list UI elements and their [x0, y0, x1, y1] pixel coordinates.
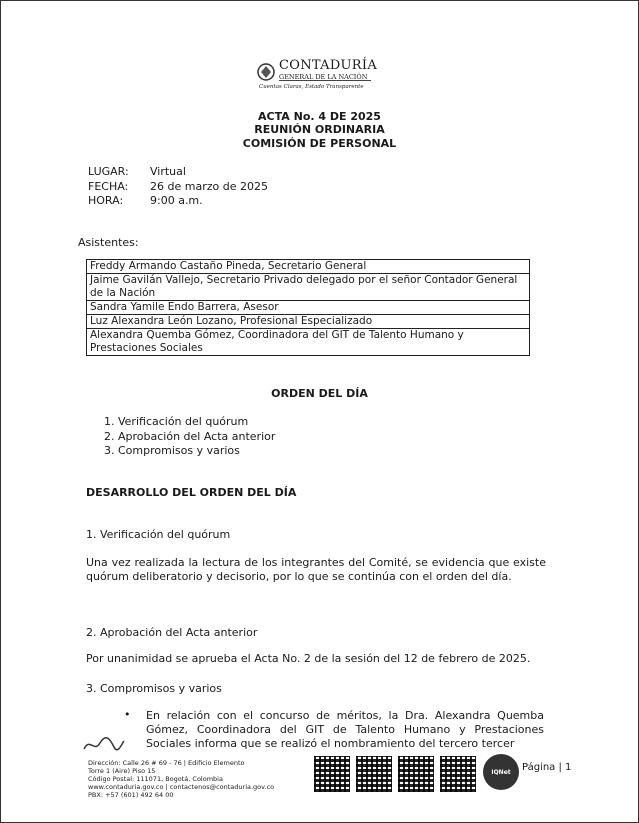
- meta-place-value: Virtual: [150, 165, 186, 178]
- table-row: [87, 315, 530, 329]
- attendee-cell: Alexandra Quemba Gómez, Coordinadora del GIT de Talento Humano y Prestaciones Sociales: [87, 329, 530, 356]
- table-row: [87, 260, 530, 274]
- meta-date-label: FECHA:: [88, 180, 129, 193]
- footer-address: [88, 759, 274, 799]
- logo-divider: [279, 80, 371, 81]
- agenda-heading: ORDEN DEL DÍA: [271, 387, 368, 400]
- certification-qr-icon: [440, 756, 476, 792]
- section-1-title: 1. Verificación del quórum: [86, 528, 231, 541]
- table-row: [87, 274, 530, 301]
- section-1-text: Una vez realizada la lectura de los integrantes del Comité, se evidencia que existe quórum deliberatorio y decisorio, por lo que se continúa con el orden del día.: [86, 556, 546, 583]
- certification-qr-icon: [356, 756, 392, 792]
- section-2-text: Por unanimidad se aprueba el Acta No. 2 de la sesión del 12 de febrero de 2025.: [86, 652, 531, 665]
- certification-qr-icon: [398, 756, 434, 792]
- footer-line: Torre 1 (Aire) Piso 15: [88, 767, 156, 775]
- agenda-item: 1. Verificación del quórum: [104, 415, 249, 428]
- logo-subtitle: GENERAL DE LA NACIÓN: [279, 73, 368, 81]
- attendee-cell: Jaime Gavilán Vallejo, Secretario Privado delegado por el señor Contador General de la Nación: [87, 274, 530, 301]
- attendees-label: Asistentes:: [78, 236, 139, 249]
- section-3-bullet: En relación con el concurso de méritos, la Dra. Alexandra Quemba Gómez, Coordinadora del GIT de Talento Humano y Prestaciones Sociales informa que se realizó el nombramiento del tercero tercer: [146, 709, 544, 750]
- seal-label: IQNet: [491, 769, 511, 776]
- shield-emblem-icon: [255, 61, 277, 83]
- meta-place: [88, 165, 186, 178]
- table-row: [87, 329, 530, 356]
- certification-qr-icon: [314, 756, 350, 792]
- footer-line: www.contaduria.gov.co | contactenos@contaduria.gov.co: [88, 783, 275, 791]
- footer-line: Código Postal: 111071, Bogotá, Colombia: [88, 775, 223, 783]
- table-row: [87, 301, 530, 315]
- footer-line: Dirección: Calle 26 # 69 - 76 | Edificio Elemento: [88, 759, 245, 767]
- footer-line: PBX: +57 (601) 492 64 00: [88, 791, 174, 799]
- meta-time-value: 9:00 a.m.: [150, 194, 203, 207]
- attendees-table: [86, 259, 530, 356]
- section-3-title: 3. Compromisos y varios: [86, 682, 222, 695]
- document-title: ACTA No. 4 DE 2025: [258, 110, 381, 123]
- agenda-item: 2. Aprobación del Acta anterior: [104, 430, 276, 443]
- meta-date-value: 26 de marzo de 2025: [150, 180, 268, 193]
- bullet-icon: •: [124, 708, 131, 721]
- attendee-cell: Luz Alexandra León Lozano, Profesional Especializado: [87, 315, 530, 329]
- attendee-cell: Freddy Armando Castaño Pineda, Secretario General: [87, 260, 530, 274]
- meta-place-label: LUGAR:: [88, 165, 129, 178]
- meta-time-label: HORA:: [88, 194, 124, 207]
- signature-icon: [82, 733, 126, 755]
- page-number: Página | 1: [522, 762, 572, 773]
- document-committee: COMISIÓN DE PERSONAL: [242, 137, 397, 150]
- meta-time: [88, 194, 203, 207]
- logo-name: CONTADURÍA: [279, 58, 378, 73]
- contaduria-logo: [255, 58, 385, 94]
- agenda-item: 3. Compromisos y varios: [104, 444, 240, 457]
- meta-date: [88, 180, 268, 193]
- document-subtitle: REUNIÓN ORDINARIA: [254, 123, 385, 136]
- attendee-cell: Sandra Yamile Endo Barrera, Asesor: [87, 301, 530, 315]
- development-heading: DESARROLLO DEL ORDEN DEL DÍA: [86, 486, 297, 499]
- logo-slogan: Cuentas Claras, Estado Transparente: [259, 84, 364, 90]
- section-2-title: 2. Aprobación del Acta anterior: [86, 626, 258, 639]
